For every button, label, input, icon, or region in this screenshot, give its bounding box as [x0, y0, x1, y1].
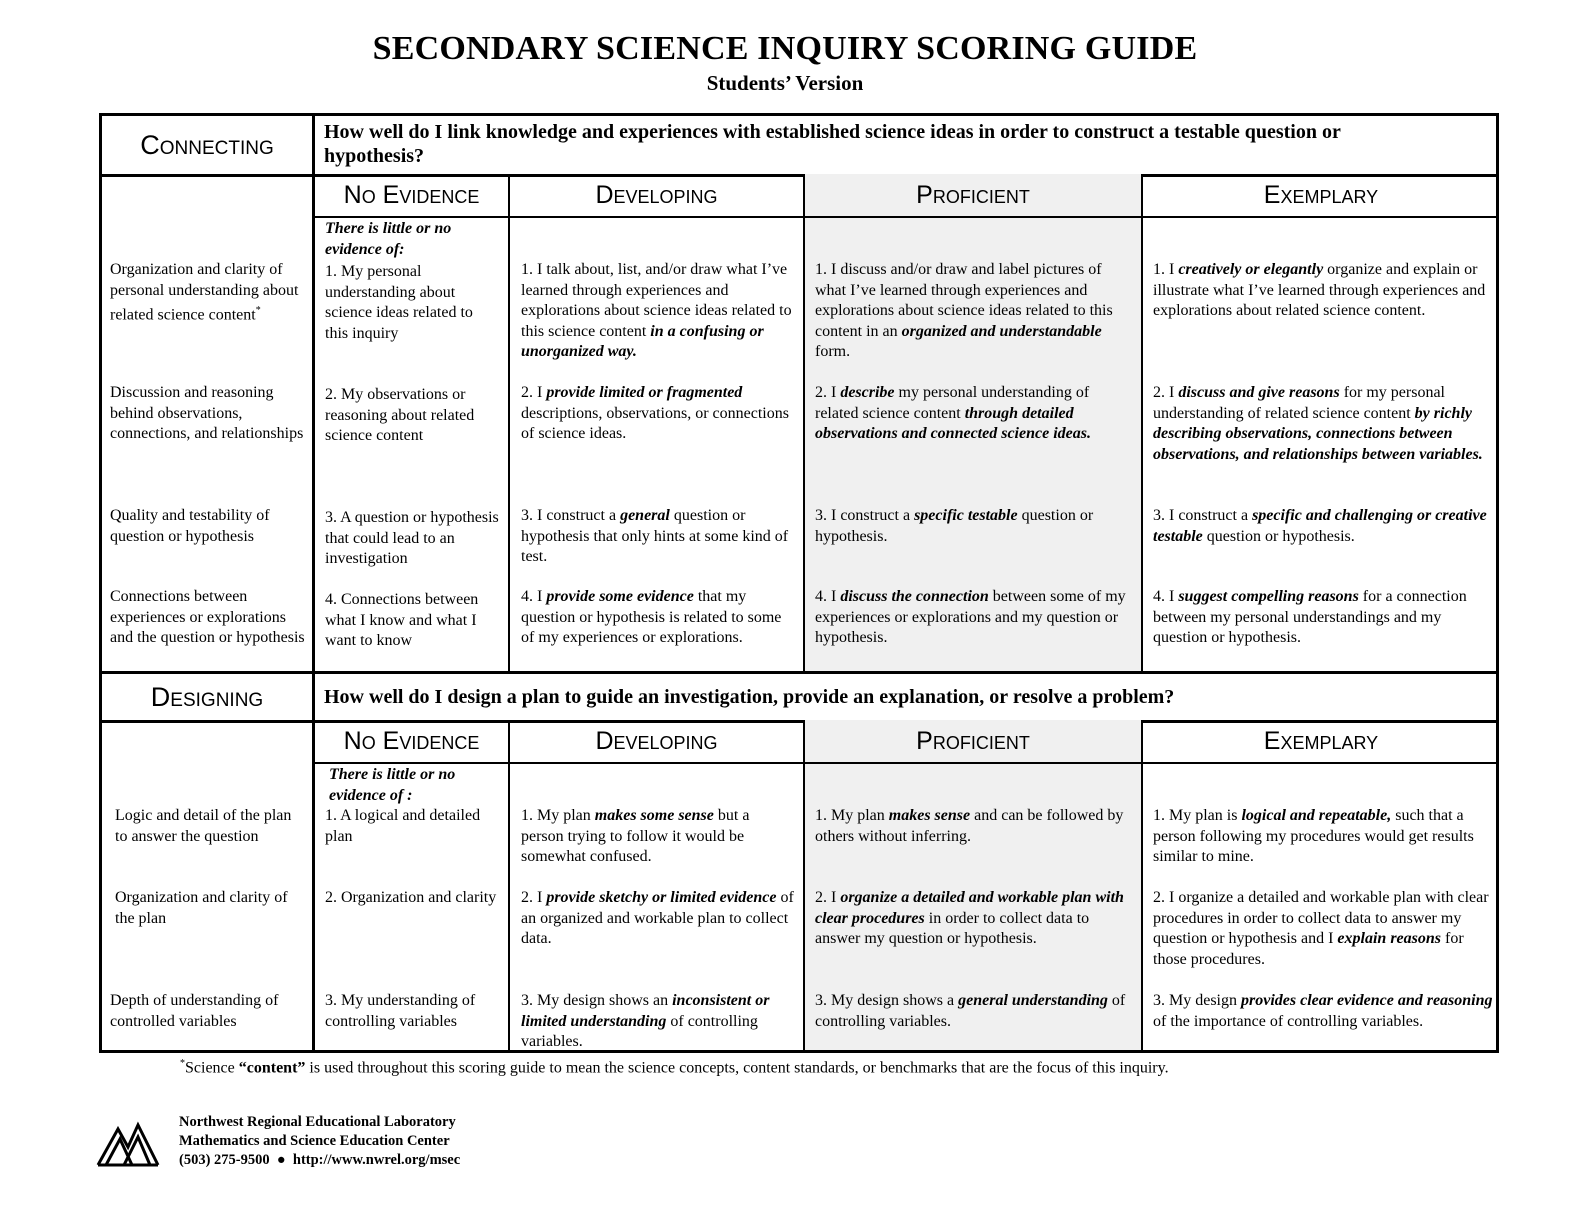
no-evidence-cell: 2. Organization and clarity [325, 889, 497, 906]
connecting-header [102, 116, 1496, 177]
proficient-cell: 1. I discuss and/or draw and label pictures of what I’ve learned through experiences and explorations about science ideas related to this content in an organized and understandable form. [815, 261, 1113, 360]
level-header-exemplary: Exemplary [1263, 180, 1379, 209]
designing-section [99, 671, 1499, 1053]
level-header-no-evidence: No Evidence [343, 180, 480, 209]
developing-cell: 2. I provide limited or fragmented descriptions, observations, or connections of science ideas. [521, 384, 789, 442]
level-header-developing: Developing [595, 180, 718, 209]
criterion-cell: Logic and detail of the plan to answer the question [115, 807, 292, 845]
level-header-no-evidence: No Evidence [343, 726, 480, 755]
level-header-exemplary: Exemplary [1263, 726, 1379, 755]
footnote-mark: * [180, 1058, 185, 1069]
exemplary-cell: 1. I creatively or elegantly organize and explain or illustrate what I’ve learned through experiences and explorations about related science content. [1153, 261, 1486, 319]
proficient-cell: 3. My design shows a general understanding of controlling variables. [815, 992, 1126, 1030]
no-evidence-cell: 3. My understanding of controlling variables [325, 992, 476, 1030]
no-evidence-cell: 3. A question or hypothesis that could lead to an investigation [325, 509, 499, 567]
criterion-cell: Organization and clarity of the plan [115, 889, 288, 927]
designing-rubric [102, 720, 1496, 1050]
org-phone: (503) 275-9500 [179, 1152, 270, 1168]
section-question: How well do I design a plan to guide an investigation, provide an explanation, or resolve a problem? [324, 686, 1175, 708]
proficient-cell: 1. My plan makes sense and can be followed by others without inferring. [815, 807, 1124, 845]
developing-cell: 4. I provide some evidence that my question or hypothesis is related to some of my experiences or explorations. [521, 588, 782, 646]
no-evidence-cell: 2. My observations or reasoning about related science content [325, 386, 475, 444]
developing-cell: 3. My design shows an inconsistent or limited understanding of controlling variables. [521, 992, 770, 1050]
page-title: SECONDARY SCIENCE INQUIRY SCORING GUIDE [372, 30, 1198, 67]
no-evidence-intro: There is little or no evidence of : [329, 766, 456, 804]
footnote-mark: * [255, 305, 261, 316]
org-url[interactable]: http://www.nwrel.org/msec [292, 1152, 461, 1168]
level-header-developing: Developing [595, 726, 718, 755]
bullet-separator: ● [276, 1152, 286, 1168]
no-evidence-cell: 4. Connections between what I know and what I want to know [325, 591, 479, 649]
exemplary-cell: 1. My plan is logical and repeatable, such that a person following my procedures would get results similar to mine. [1153, 807, 1474, 865]
proficient-cell: 3. I construct a specific testable question or hypothesis. [815, 507, 1094, 545]
proficient-cell: 2. I describe my personal understanding of related science content through detailed observations and connected science ideas. [815, 384, 1091, 442]
footnote: *Science “content” is used throughout this scoring guide to mean the science concepts, content standards, or benchmarks that are the focus of this inquiry. [180, 1058, 1169, 1077]
mountains-logo-icon [96, 1117, 160, 1167]
connecting-section [99, 113, 1499, 674]
org-info [179, 1113, 460, 1170]
section-question: How well do I link knowledge and experiences with established science ideas in order to construct a testable question or hypothesis? [324, 121, 1341, 167]
exemplary-cell: 2. I discuss and give reasons for my personal understanding of related science content by richly describing observations, connections between observations, and relationships between variables. [1153, 384, 1483, 463]
developing-cell: 2. I provide sketchy or limited evidence of an organized and workable plan to collect data. [521, 889, 794, 947]
developing-cell: 1. I talk about, list, and/or draw what I’ve learned through experiences and explorations about science ideas related to this science content in a confusing or unorganized way. [521, 261, 792, 360]
page-subtitle: Students’ Version [706, 71, 864, 95]
criterion-cell: Discussion and reasoning behind observations, connections, and relationships [110, 384, 304, 442]
developing-cell: 3. I construct a general question or hypothesis that only hints at some kind of test. [521, 507, 789, 565]
exemplary-cell: 3. I construct a specific and challenging or creative testable question or hypothesis. [1153, 507, 1487, 545]
criterion-cell: Depth of understanding of controlled variables [110, 992, 279, 1030]
criterion-cell: Organization and clarity of personal understanding about related science content* [110, 261, 299, 324]
org-name: Northwest Regional Educational Laboratory [179, 1114, 456, 1130]
level-header-proficient: Proficient [916, 180, 1030, 209]
connecting-rubric [102, 174, 1496, 671]
no-evidence-intro: There is little or no evidence of: [325, 220, 452, 258]
no-evidence-cell: 1. My personal understanding about science ideas related to this inquiry [325, 263, 473, 342]
criterion-cell: Connections between experiences or explorations and the question or hypothesis [110, 588, 305, 646]
exemplary-cell: 4. I suggest compelling reasons for a connection between my personal understandings and my question or hypothesis. [1153, 588, 1467, 646]
developing-cell: 1. My plan makes some sense but a person trying to follow it would be somewhat confused. [521, 807, 750, 865]
criterion-cell: Quality and testability of question or hypothesis [110, 507, 270, 545]
section-name: Connecting [102, 116, 315, 174]
section-name: Designing [102, 674, 315, 720]
proficient-cell: 2. I organize a detailed and workable plan with clear procedures in order to collect data to answer my question or hypothesis. [815, 889, 1124, 947]
org-center: Mathematics and Science Education Center [179, 1133, 450, 1149]
designing-header [102, 674, 1496, 723]
exemplary-cell: 3. My design provides clear evidence and reasoning of the importance of controlling variables. [1153, 992, 1493, 1030]
no-evidence-cell: 1. A logical and detailed plan [325, 807, 481, 845]
level-header-proficient: Proficient [916, 726, 1030, 755]
exemplary-cell: 2. I organize a detailed and workable plan with clear procedures in order to collect data to answer my question or hypothesis and I explain reasons for those procedures. [1153, 889, 1489, 968]
proficient-cell: 4. I discuss the connection between some of my experiences or explorations and my question or hypothesis. [815, 588, 1126, 646]
